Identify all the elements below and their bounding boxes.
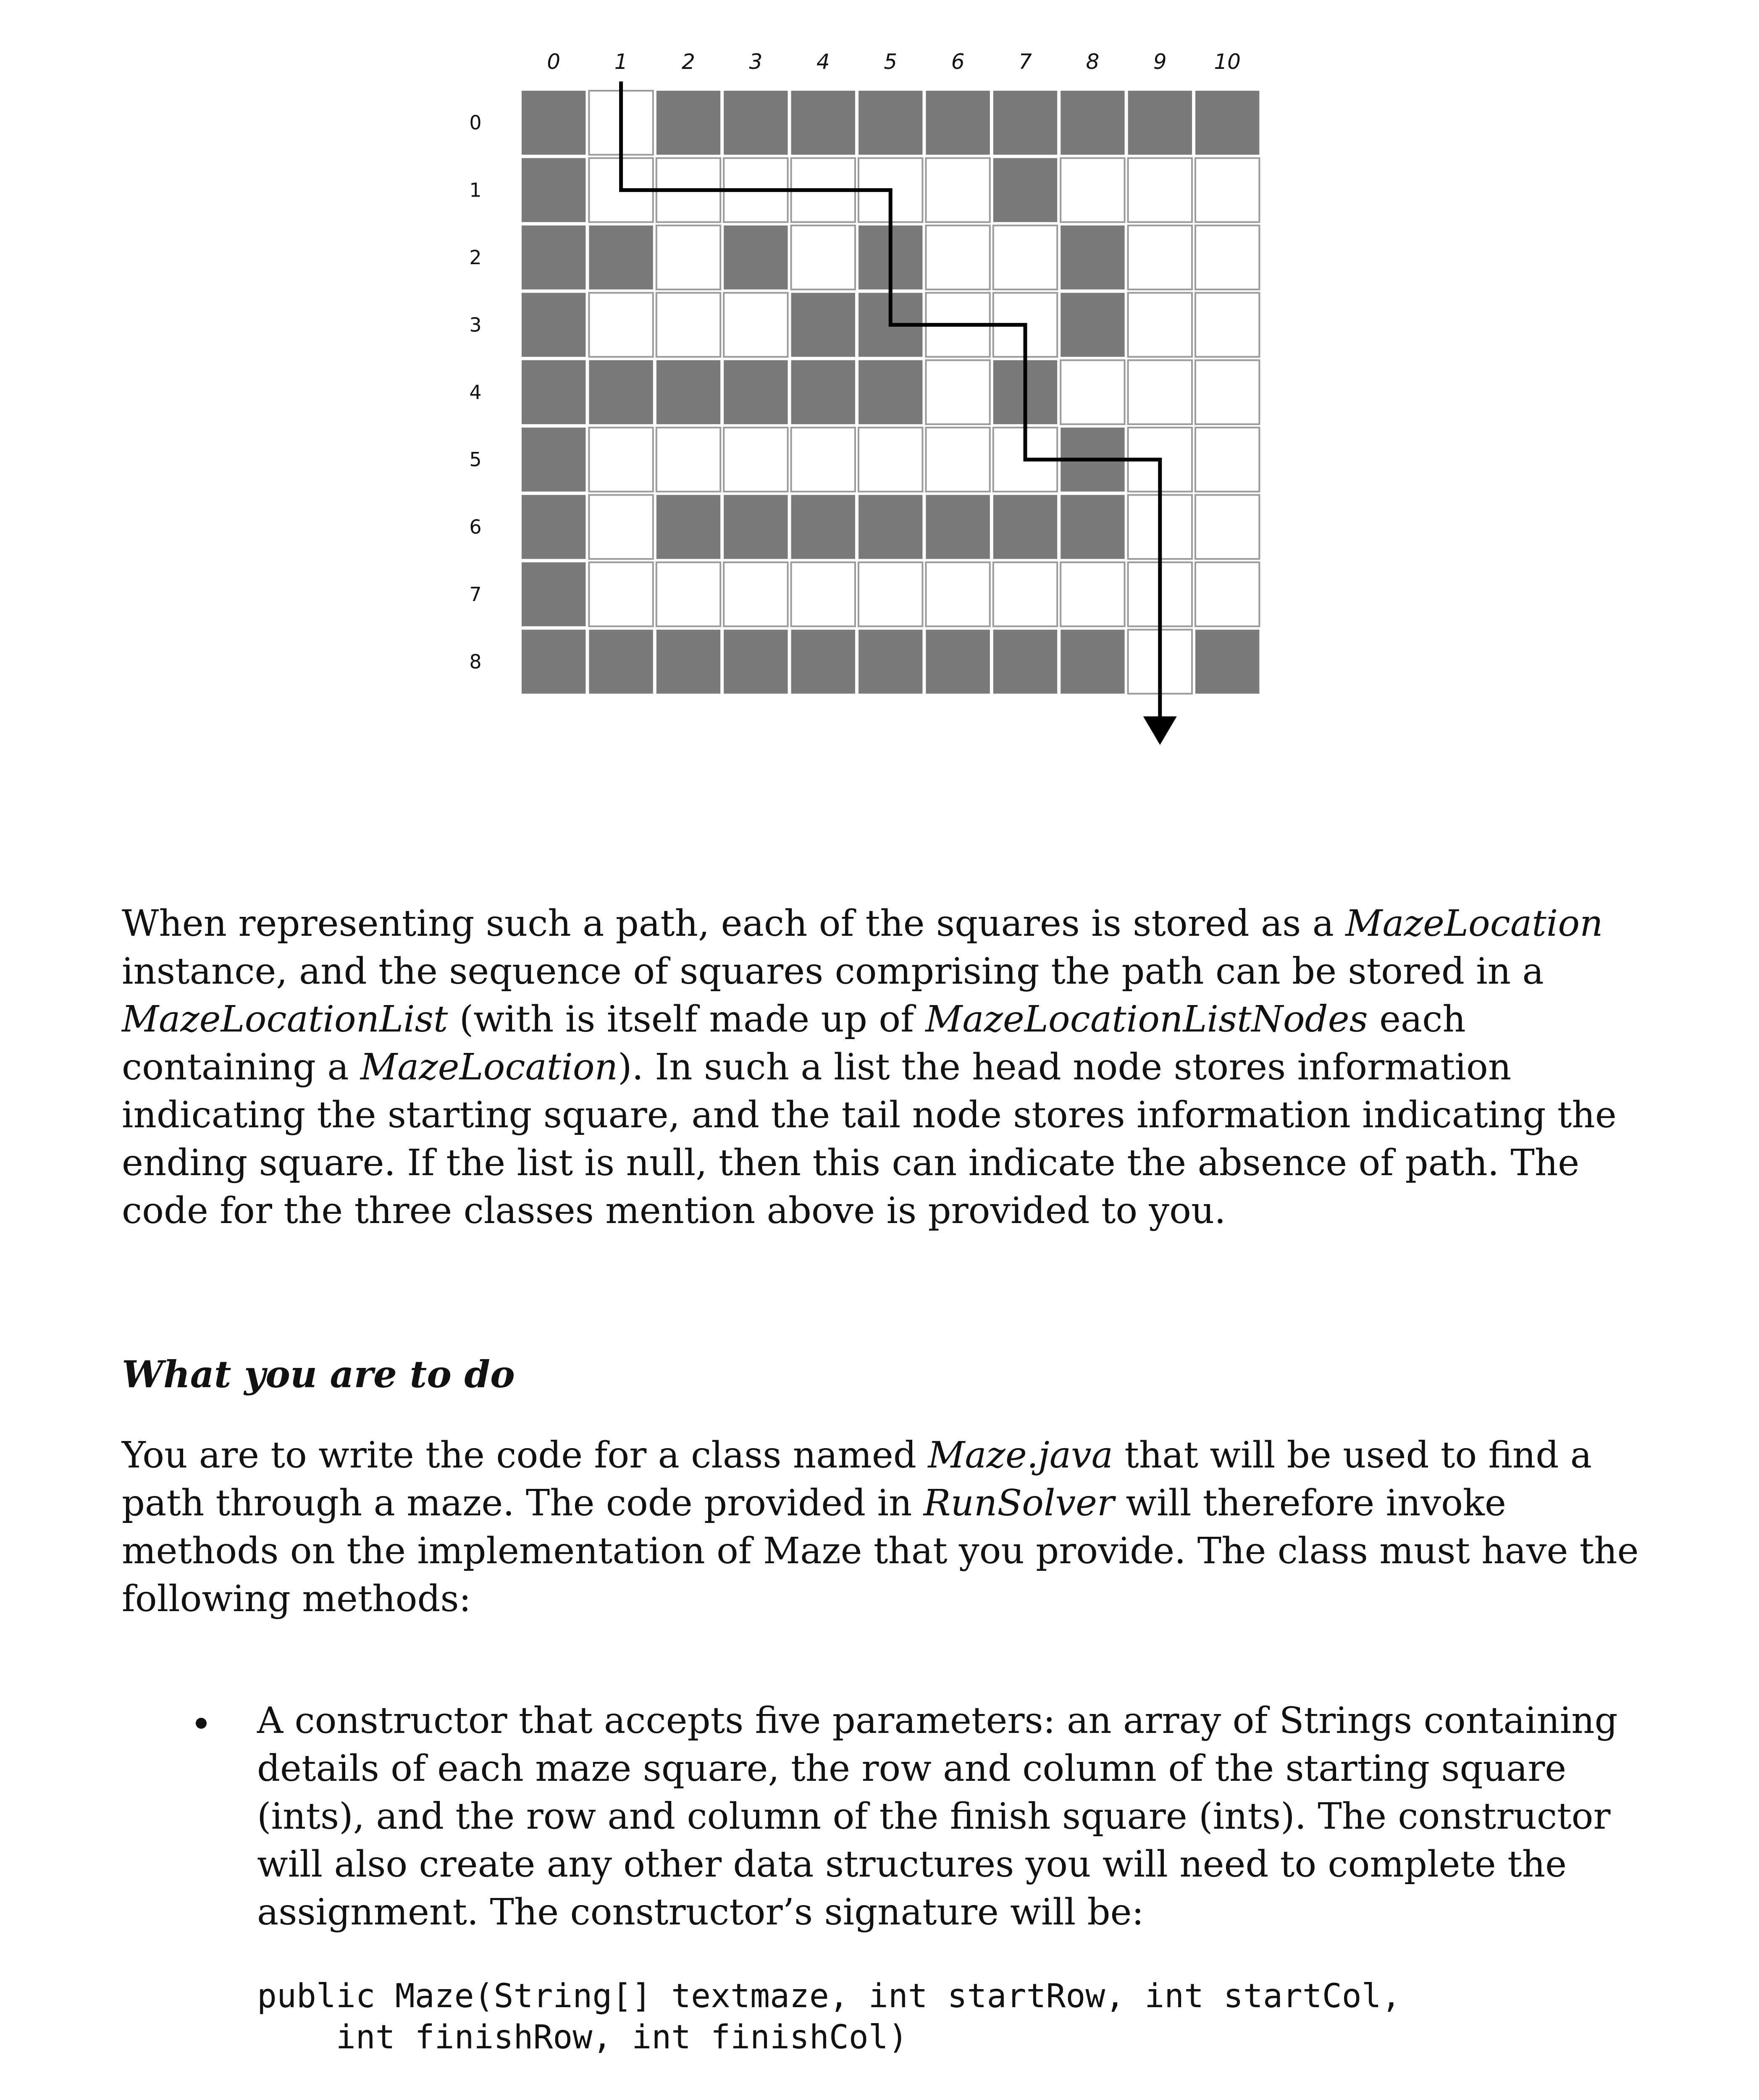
intro-term-mazelocationlist: MazeLocationList xyxy=(122,998,448,1040)
maze-wall-cell xyxy=(522,495,585,559)
maze-open-cell xyxy=(589,293,653,357)
maze-open-cell xyxy=(1128,158,1192,222)
maze-open-cell xyxy=(1128,226,1192,289)
maze-open-cell xyxy=(656,293,720,357)
maze-wall-cell xyxy=(522,360,585,424)
maze-wall-cell xyxy=(993,158,1057,222)
row-label: 3 xyxy=(469,313,482,336)
column-label: 7 xyxy=(1019,50,1032,74)
intro-paragraph xyxy=(122,900,1642,1235)
maze-wall-cell xyxy=(858,495,922,559)
intro-term-listnodes: MazeLocationListNodes xyxy=(925,998,1368,1040)
maze-open-cell xyxy=(1195,226,1259,289)
column-label: 1 xyxy=(614,50,628,74)
column-label: 0 xyxy=(547,50,561,74)
maze-open-cell xyxy=(791,562,855,626)
maze-open-cell xyxy=(791,226,855,289)
maze-wall-cell xyxy=(993,91,1057,155)
intro-term-mazelocation-2: MazeLocation xyxy=(360,1046,618,1088)
row-label: 6 xyxy=(469,515,482,538)
maze-wall-cell xyxy=(926,495,990,559)
maze-wall-cell xyxy=(724,226,788,289)
row-label: 2 xyxy=(469,246,482,269)
row-label: 0 xyxy=(469,111,482,134)
maze-wall-cell xyxy=(926,630,990,693)
row-label: 1 xyxy=(469,178,482,202)
row-label: 4 xyxy=(469,381,482,404)
maze-open-cell xyxy=(724,428,788,491)
bullet-constructor-text: A constructor that accepts five parameters: an array of Strings containing details of each maze square, the row and column of the starting square (ints), and the row and column of the finish square (ints). The constructor will also create any other data structures you will need to complete the assignment. The constructor’s signature will be: xyxy=(257,1700,1618,1933)
maze-open-cell xyxy=(926,562,990,626)
maze-open-cell xyxy=(1195,495,1259,559)
maze-wall-cell xyxy=(724,91,788,155)
maze-wall-cell xyxy=(926,91,990,155)
maze-open-cell xyxy=(1061,158,1124,222)
code-line-1: public Maze(String[] textmaze, int startRow, int startCol, xyxy=(257,1977,1401,2015)
maze-open-cell xyxy=(589,562,653,626)
row-label: 8 xyxy=(469,650,482,673)
maze-open-cell xyxy=(993,226,1057,289)
maze-wall-cell xyxy=(656,630,720,693)
maze-wall-cell xyxy=(589,226,653,289)
maze-wall-cell xyxy=(1061,226,1124,289)
maze-wall-cell xyxy=(589,360,653,424)
maze-open-cell xyxy=(656,562,720,626)
maze-wall-cell xyxy=(724,495,788,559)
intro-text-5: ). In such a list the head node stores information indicating the starting square, and the tail node stores information indicating the ending square. If the list is null, then this can indicate the absence of path. The code for the three classes mention above is provided to you. xyxy=(122,1046,1617,1232)
maze-open-cell xyxy=(858,562,922,626)
maze-wall-cell xyxy=(791,630,855,693)
row-label: 7 xyxy=(469,583,482,606)
row-labels xyxy=(469,111,481,673)
maze-open-cell xyxy=(1195,428,1259,491)
maze-wall-cell xyxy=(589,630,653,693)
row-label: 5 xyxy=(469,448,482,471)
maze-open-cell xyxy=(589,428,653,491)
maze-open-cell xyxy=(1195,158,1259,222)
maze-open-cell xyxy=(589,495,653,559)
column-label: 10 xyxy=(1214,50,1241,74)
todo-term-runsolver: RunSolver xyxy=(923,1482,1115,1524)
maze-wall-cell xyxy=(522,562,585,626)
maze-open-cell xyxy=(656,428,720,491)
column-label: 8 xyxy=(1086,50,1100,74)
maze-wall-cell xyxy=(522,630,585,693)
intro-text-3: (with is itself made up of xyxy=(448,998,926,1040)
maze-wall-cell xyxy=(1061,630,1124,693)
column-label: 9 xyxy=(1153,50,1167,74)
intro-text-4: each containing a xyxy=(122,998,1466,1088)
maze-wall-cell xyxy=(1128,91,1192,155)
maze-wall-cell xyxy=(656,360,720,424)
maze-open-cell xyxy=(1128,293,1192,357)
column-label: 6 xyxy=(951,50,965,74)
todo-text-2: that will be used to find a path through a maze. The code provided in xyxy=(122,1434,1592,1524)
maze-wall-cell xyxy=(791,91,855,155)
maze-open-cell xyxy=(724,293,788,357)
maze-wall-cell xyxy=(1195,630,1259,693)
maze-open-cell xyxy=(858,428,922,491)
maze-wall-cell xyxy=(858,360,922,424)
maze-wall-cell xyxy=(522,428,585,491)
todo-text-1: You are to write the code for a class named xyxy=(122,1434,928,1476)
column-label: 5 xyxy=(884,50,898,74)
maze-wall-cell xyxy=(791,360,855,424)
maze-wall-cell xyxy=(1195,91,1259,155)
section-heading: What you are to do xyxy=(122,1352,515,1396)
maze-open-cell xyxy=(926,428,990,491)
maze-wall-cell xyxy=(522,226,585,289)
maze-wall-cell xyxy=(993,495,1057,559)
maze-wall-cell xyxy=(522,293,585,357)
maze-open-cell xyxy=(926,360,990,424)
maze-wall-cell xyxy=(791,495,855,559)
constructor-signature-code xyxy=(257,1976,1401,2058)
code-line-2: int finishRow, int finishCol) xyxy=(257,2019,908,2056)
maze-wall-cell xyxy=(1061,495,1124,559)
column-labels xyxy=(547,50,1241,74)
todo-term-maze-java: Maze.java xyxy=(928,1434,1113,1476)
maze-wall-cell xyxy=(791,293,855,357)
todo-paragraph xyxy=(122,1431,1642,1623)
maze-wall-cell xyxy=(1061,91,1124,155)
intro-term-mazelocation: MazeLocation xyxy=(1345,903,1603,945)
maze-wall-cell xyxy=(724,360,788,424)
maze-wall-cell xyxy=(724,630,788,693)
maze-wall-cell xyxy=(656,91,720,155)
intro-text-2: instance, and the sequence of squares comprising the path can be stored in a xyxy=(122,950,1544,992)
column-label: 2 xyxy=(682,50,695,74)
maze-grid xyxy=(522,91,1259,694)
maze-open-cell xyxy=(724,562,788,626)
maze-wall-cell xyxy=(858,91,922,155)
maze-open-cell xyxy=(791,428,855,491)
maze-open-cell xyxy=(926,158,990,222)
maze-open-cell xyxy=(1061,360,1124,424)
maze-open-cell xyxy=(1195,360,1259,424)
path-arrowhead xyxy=(1143,717,1177,745)
maze-open-cell xyxy=(656,226,720,289)
maze-wall-cell xyxy=(522,91,585,155)
maze-wall-cell xyxy=(1061,293,1124,357)
maze-wall-cell xyxy=(656,495,720,559)
maze-open-cell xyxy=(993,562,1057,626)
intro-text-1: When representing such a path, each of the squares is stored as a xyxy=(122,903,1346,945)
todo-text-3: will therefore invoke methods on the implementation of Maze that you provide. The class must have the following methods: xyxy=(122,1482,1639,1620)
maze-open-cell xyxy=(1061,562,1124,626)
maze-open-cell xyxy=(1195,562,1259,626)
maze-open-cell xyxy=(926,226,990,289)
maze-figure xyxy=(0,0,1759,756)
maze-open-cell xyxy=(1128,360,1192,424)
column-label: 4 xyxy=(816,50,830,74)
maze-wall-cell xyxy=(993,630,1057,693)
maze-wall-cell xyxy=(522,158,585,222)
column-label: 3 xyxy=(749,50,763,74)
maze-open-cell xyxy=(1195,293,1259,357)
maze-wall-cell xyxy=(858,630,922,693)
bullet-dot-1 xyxy=(196,1718,207,1729)
